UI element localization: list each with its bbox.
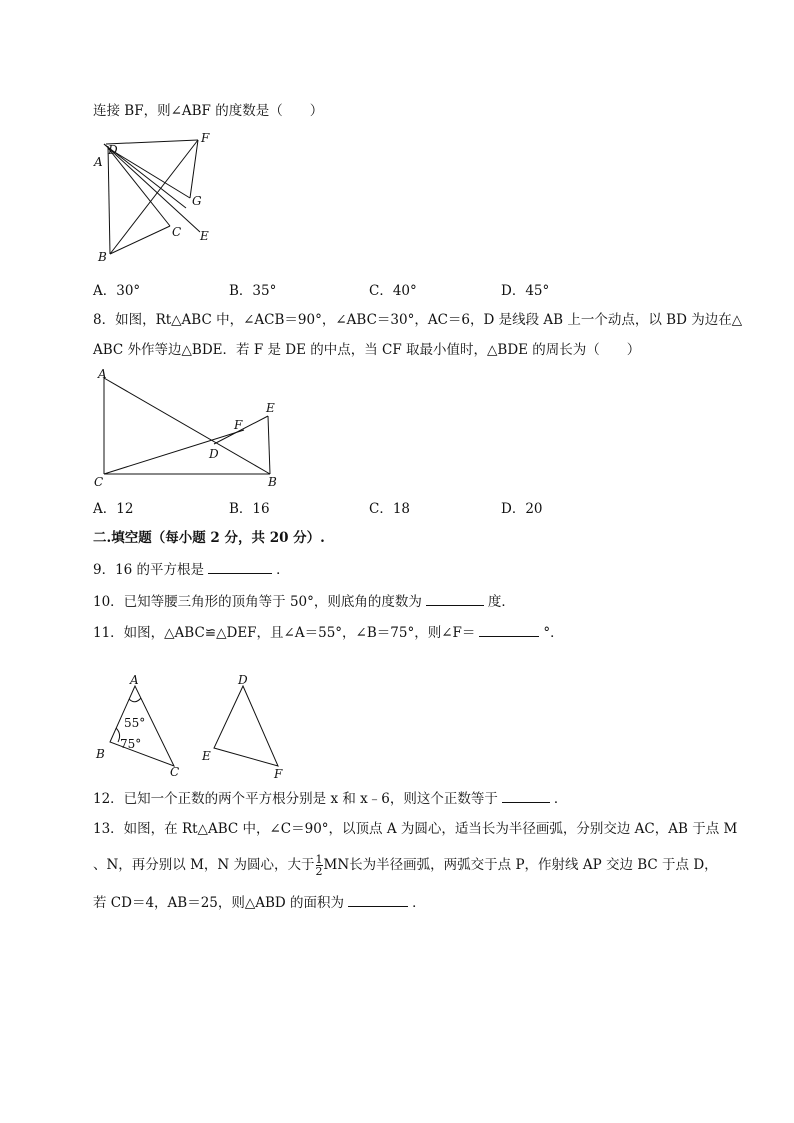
q12-text: [93, 788, 567, 808]
q8-label-B: B: [268, 475, 277, 489]
q11-label-B: B: [96, 747, 105, 761]
q9-answer-blank[interactable]: [208, 559, 272, 574]
q11-suffix: °．: [543, 625, 564, 641]
q10-text: [93, 591, 515, 611]
q11-triangle-DEF: [214, 686, 278, 766]
q12-answer-blank[interactable]: [502, 788, 550, 803]
q13-line3-suffix: ．: [412, 895, 426, 911]
q7-option-a[interactable]: A．30°: [93, 283, 141, 299]
q7-label-F: F: [201, 131, 210, 145]
q11-figure: [88, 672, 308, 784]
q7-label-C: C: [172, 225, 182, 239]
q8-option-a[interactable]: A．12: [93, 501, 134, 517]
q11-answer-blank[interactable]: [479, 622, 539, 637]
q7-label-D: D: [108, 143, 118, 157]
q11-angle-arc-A: [129, 698, 141, 702]
q13-text-line3: [93, 892, 426, 912]
section-fill-in-title: 二.填空题（每小题 2 分，共 20 分）.: [93, 530, 325, 546]
q11-label-F: F: [274, 767, 283, 781]
q13-fraction-numerator: 1: [315, 853, 323, 866]
q13-fraction-denominator: 2: [315, 865, 323, 878]
q8-option-c[interactable]: C．18: [369, 501, 411, 517]
q8-label-E: E: [266, 401, 275, 415]
q13-line2-end: MN长为半径画弧，两弧交于点 P，作射线 AP 交边 BC 于点 D，: [323, 857, 718, 873]
q8-segment-CF: [104, 430, 244, 474]
q8-label-D: D: [209, 447, 219, 461]
q7-option-d[interactable]: D．45°: [501, 283, 550, 299]
q13-fraction: [316, 854, 323, 877]
q8-segment-AB: [104, 378, 270, 474]
q12-prefix: 12．已知一个正数的两个平方根分别是 x 和 x﹣6，则这个正数等于: [93, 791, 498, 807]
q11-prefix: 11．如图，△ABC≌△DEF，且∠A＝55°，∠B＝75°，则∠F＝: [93, 625, 476, 641]
q7-figure: [88, 128, 228, 268]
q8-option-b[interactable]: B．16: [229, 501, 270, 517]
q8-label-C: C: [94, 475, 104, 489]
q7-text: 连接 BF，则∠ABF 的度数是（ ）: [93, 103, 324, 119]
q9-text: [93, 559, 290, 579]
q13-text-line2: [93, 854, 718, 877]
q8-text-line2: ABC 外作等边△BDE．若 F 是 DE 的中点，当 CF 取最小值时，△BDE 的周长为（ ）: [93, 342, 641, 358]
q8-segment-EB: [268, 416, 270, 474]
q7-label-B: B: [98, 250, 107, 264]
q11-text: [93, 622, 564, 642]
q9-suffix: ．: [276, 562, 290, 578]
q8-label-F: F: [234, 418, 243, 432]
q13-line2-start: 、N，再分别以 M，N 为圆心，大于: [93, 857, 315, 873]
q7-label-A: A: [94, 155, 103, 169]
q13-answer-blank[interactable]: [348, 892, 408, 907]
q7-option-c[interactable]: C．40°: [369, 283, 417, 299]
q9-prefix: 9．16 的平方根是: [93, 562, 205, 578]
q7-label-E: E: [200, 229, 209, 243]
q8-text-line1: 8．如图，Rt△ABC 中，∠ACB＝90°，∠ABC＝30°，AC＝6，D 是线段 AB 上一个动点，以 BD 为边在△: [93, 312, 743, 328]
q7-label-G: G: [192, 194, 202, 208]
q7-segment-AE: [104, 144, 200, 232]
q11-label-A: A: [130, 673, 139, 687]
q11-label-D: D: [238, 673, 248, 687]
q7-segment-DG: [108, 148, 190, 198]
q11-angle-B-value: 75°: [120, 737, 142, 751]
q13-line3-prefix: 若 CD＝4，AB＝25，则△ABD 的面积为: [93, 895, 345, 911]
q12-suffix: ．: [553, 791, 568, 807]
q10-answer-blank[interactable]: [426, 591, 484, 606]
q11-angle-A-value: 55°: [124, 716, 146, 730]
q11-label-C: C: [170, 765, 180, 779]
q13-text-line1: 13．如图，在 Rt△ABC 中，∠C＝90°，以顶点 A 为圆心，适当长为半径画弧，分别交边 AC，AB 于点 M: [93, 821, 738, 837]
q7-segment-AB: [108, 146, 110, 254]
q10-prefix: 10．已知等腰三角形的顶角等于 50°，则底角的度数为: [93, 594, 422, 610]
q7-segment-BC: [110, 226, 170, 254]
q8-option-d[interactable]: D．20: [501, 501, 543, 517]
q8-figure: [92, 366, 292, 490]
q7-segment-DF: [106, 140, 198, 144]
q11-label-E: E: [202, 749, 211, 763]
q10-suffix: 度．: [487, 594, 515, 610]
q8-label-A: A: [98, 367, 107, 381]
q7-segment-DC: [108, 148, 170, 226]
q7-option-b[interactable]: B．35°: [229, 283, 277, 299]
